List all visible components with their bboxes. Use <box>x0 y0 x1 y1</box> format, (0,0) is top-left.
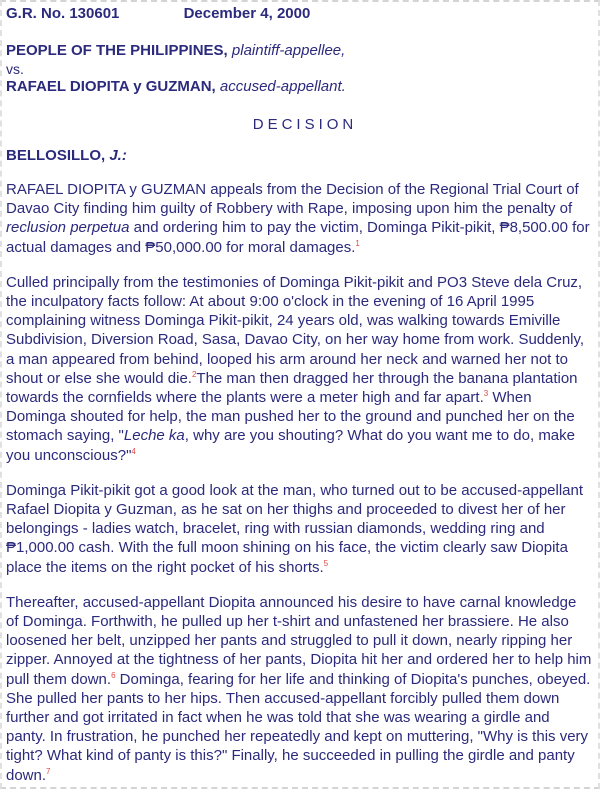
accused-name: RAFAEL DIOPITA y GUZMAN, <box>6 78 216 95</box>
italic-term: Leche ka <box>123 427 185 445</box>
decision-title: DECISION <box>252 116 358 133</box>
paragraph-text: and ordering him to pay the victim, Dominga Pikit-pikit, ₱8,500.00 for actual damages and ₱50,000.00 for moral damages. <box>6 219 590 256</box>
paragraph-1 <box>6 180 592 257</box>
accused-line <box>6 78 592 96</box>
footnote-link-4[interactable]: 4 <box>131 446 136 456</box>
footnote-link-3[interactable]: 3 <box>483 389 489 399</box>
footnote-link-7[interactable]: 7 <box>46 766 51 776</box>
footnote-link-6[interactable]: 6 <box>111 670 116 680</box>
versus-label: vs. <box>6 61 24 77</box>
case-parties <box>6 42 592 96</box>
paragraph-text: Dominga Pikit-pikit got a good look at the man, who turned out to be accused-appellant Rafael Diopita y Guzman, as he sat on her thighs and proceeded to divest her of her belongings - ladies watch, bracelet, ring with russian diamonds, wedding ring and ₱1,000.00 cash. With the full moon shining on his face, the victim clearly saw Diopita place the items on the right pocket of his shorts. <box>6 481 584 576</box>
ponente <box>6 147 592 164</box>
document-page <box>6 4 592 801</box>
paragraph-4 <box>6 593 592 785</box>
paragraph-text: Thereafter, accused-appellant Diopita announced his desire to have carnal knowledge of Dominga. Forthwith, he pulled up her t-shirt and unfastened her brassiere. He also loosened her belt, unzipped her pants and struggled to pull it down, nearly ripping her zipper. Annoyed at the tightness of her pants, Diopita hit her and ordered her to help him pull them down. <box>6 593 592 688</box>
paragraph-text: , why are you shouting? What do you want me to do, make you unconscious?" <box>6 427 575 464</box>
plaintiff-role: plaintiff-appellee, <box>231 42 346 59</box>
paragraph-text: Culled principally from the testimonies of Dominga Pikit-pikit and PO3 Steve dela Cruz, the inculpatory facts follow: At about 9:00 o'clock in the evening of 16 April 1995 complaining witness Dominga Pikit-pikit, 24 years old, was walking towards Emiville Subdivision, Diversion Road, Sasa, Davao City, on her way home from work. Suddenly, a man appeared from behind, looped his arm around her neck and warned her not to shout or else she would die. <box>6 273 585 387</box>
paragraph-text: RAFAEL DIOPITA y GUZMAN appeals from the Decision of the Regional Trial Court of Davao City finding him guilty of Robbery with Rape, imposing upon him the penalty of <box>6 181 579 218</box>
decision-date: December 4, 2000 <box>183 5 311 22</box>
accused-role: accused-appellant. <box>219 78 346 95</box>
footnote-link-1[interactable]: 1 <box>355 238 360 248</box>
footnote-link-5[interactable]: 5 <box>323 558 329 568</box>
plaintiff-line <box>6 42 592 60</box>
paragraph-3 <box>6 481 592 577</box>
plaintiff-name: PEOPLE OF THE PHILIPPINES, <box>6 42 228 59</box>
footnote-link-2[interactable]: 2 <box>191 369 197 379</box>
paragraph-2 <box>6 273 592 465</box>
paragraph-text: Dominga, fearing for her life and thinking of Diopita's punches, obeyed. She pulled her pants to her hips. Then accused-appellant forcibly pulled them down further and got irritated in fact when he was told that she was wearing a girdle and panty. In frustration, he punched her repeatedly and kept on muttering, "Why is this very tight? What kind of panty is this?" Finally, he succeeded in pulling the girdle and panty down. <box>6 670 591 784</box>
case-header <box>6 4 592 24</box>
italic-term: reclusion perpetua <box>6 219 130 237</box>
ponente-suffix: J.: <box>109 147 127 164</box>
case-number: G.R. No. 130601 <box>6 5 120 22</box>
ponente-name: BELLOSILLO, <box>6 147 106 164</box>
paragraph-text: The man then dragged her through the banana plantation towards the cornfields where the plants were a meter high and far apart. <box>6 369 578 407</box>
paragraph-text: When Dominga shouted for help, the man pushed her to the ground and punched her on the stomach saying, " <box>6 389 575 445</box>
